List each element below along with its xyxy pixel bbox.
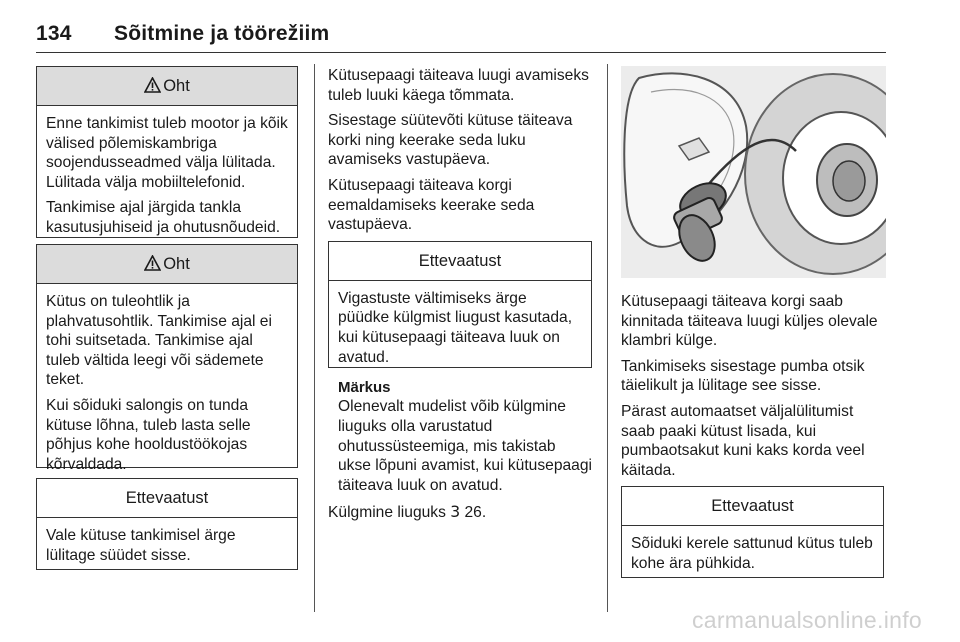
header-rule bbox=[36, 52, 886, 53]
column-3 bbox=[621, 292, 889, 578]
caution-box-1-body bbox=[37, 518, 297, 577]
danger-box-2-paragraph: Kui sõiduki salongis on tunda kütuse lõhna, tuleb lasta selle põhjus kohe hooldustöökojas kõrvaldada. bbox=[46, 396, 251, 473]
danger-box-1 bbox=[36, 66, 298, 238]
fuel-filler-cap-icon bbox=[621, 66, 886, 278]
danger-box-1-heading bbox=[37, 67, 297, 106]
body-paragraph: Sisestage süütevõti kütuse täiteava korki ning keerake seda luku avamiseks vastupäeva. bbox=[328, 112, 573, 169]
note-body: Olenevalt mudelist võib külgmine liuguks olla varustatud ohutussüsteemiga, mis takistab ukse lõpuni avamist, kui kütusepaagi täiteava luuk on avatud. bbox=[338, 398, 592, 494]
column-divider-right bbox=[607, 64, 608, 612]
page-header bbox=[36, 22, 329, 46]
body-paragraph: Kütusepaagi täiteava luugi avamiseks tuleb luuki käega tõmmata. bbox=[328, 67, 589, 104]
danger-box-1-title: Oht bbox=[163, 77, 190, 95]
danger-box-1-paragraph: Enne tankimist tuleb mootor ja kõik välised põlemiskambriga soojendusseadmed välja lülitada. Lülitada välja mobiiltelefonid. bbox=[46, 115, 288, 191]
caution-box-2-heading: Ettevaatust bbox=[329, 242, 591, 281]
caution-box-1-text: Vale kütuse tankimisel ärge lülitage süüdet sisse. bbox=[46, 527, 236, 564]
column-1 bbox=[36, 66, 298, 570]
caution-box-3-heading: Ettevaatust bbox=[622, 487, 883, 526]
danger-box-2-title: Oht bbox=[163, 255, 190, 273]
cross-reference bbox=[328, 503, 592, 523]
danger-box-2-heading bbox=[37, 245, 297, 284]
note bbox=[328, 378, 592, 496]
caution-box-1 bbox=[36, 478, 298, 570]
danger-box-2-paragraph: Kütus on tuleohtlik ja plahvatusohtlik. Tankimise ajal ei tohi suitsetada. Tankimise ajal tuleb vältida leegi või sädemete teket. bbox=[46, 293, 272, 389]
caution-box-2-body bbox=[329, 281, 591, 379]
caution-box-1-heading: Ettevaatust bbox=[37, 479, 297, 518]
fuel-cap-illustration bbox=[621, 66, 886, 278]
danger-box-1-body bbox=[37, 106, 297, 250]
column-divider-left bbox=[314, 64, 315, 612]
warning-triangle-icon bbox=[144, 255, 161, 271]
watermark: carmanualsonline.info bbox=[691, 607, 922, 633]
cross-reference-text: Külgmine liuguks bbox=[328, 504, 446, 522]
page-title: Sõitmine ja töörežiim bbox=[114, 22, 330, 45]
danger-box-1-paragraph: Tankimise ajal järgida tankla kasutusjuhiseid ja ohutusnõudeid. bbox=[46, 199, 281, 236]
caution-box-3-text: Sõiduki kerele sattunud kütus tuleb kohe ära pühkida. bbox=[631, 535, 873, 572]
body-paragraph: Tankimiseks sisestage pumba otsik täielikult ja lülitage see sisse. bbox=[621, 357, 865, 395]
body-paragraph: Kütusepaagi täiteava korgi saab kinnitada täiteava luugi küljes olevale klambri külge. bbox=[621, 293, 878, 350]
body-paragraph: Pärast automaatset väljalülitumist saab paaki kütust lisada, kui pumbaotsakut kuni kaks korda veel käitada. bbox=[621, 402, 865, 479]
page-number: 134 bbox=[36, 22, 72, 45]
caution-box-2-text: Vigastuste vältimiseks ärge püüdke külgmist liugust kasutada, kui kütusepaagi täiteava luuk on avatud. bbox=[338, 289, 573, 366]
warning-triangle-icon bbox=[144, 77, 161, 93]
caution-box-2 bbox=[328, 241, 592, 368]
caution-box-3-body bbox=[622, 526, 883, 585]
danger-box-2-body bbox=[37, 284, 297, 486]
body-paragraph: Kütusepaagi täiteava korgi eemaldamiseks keerake seda vastupäeva. bbox=[328, 176, 535, 234]
cross-reference-page[interactable]: 26. bbox=[464, 504, 487, 522]
caution-box-3 bbox=[621, 486, 884, 578]
danger-box-2 bbox=[36, 244, 298, 473]
note-title: Märkus bbox=[338, 378, 391, 396]
reference-arrow-icon: 3 bbox=[450, 503, 461, 522]
column-2 bbox=[328, 66, 592, 529]
